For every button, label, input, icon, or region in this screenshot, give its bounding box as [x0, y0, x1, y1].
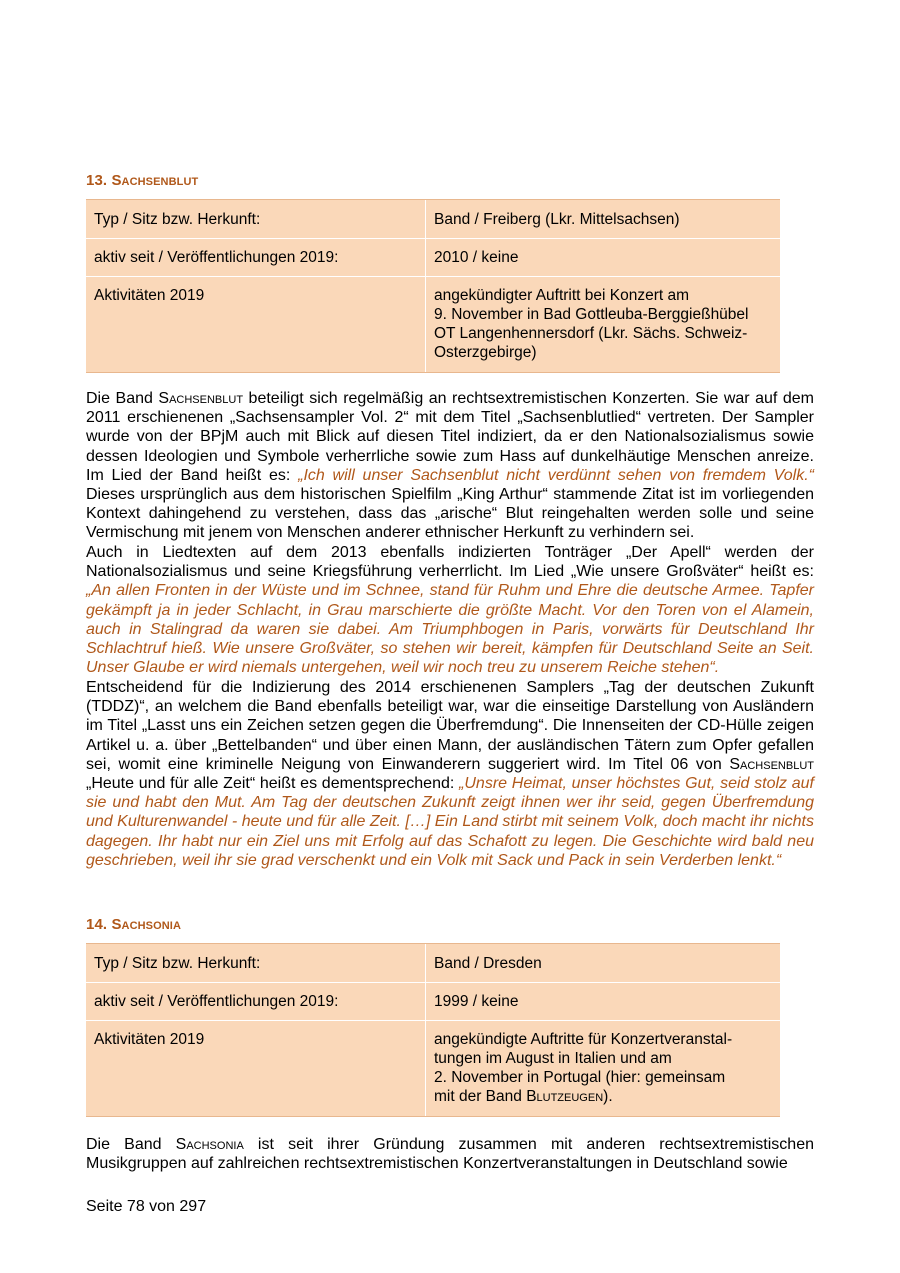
section-13-paragraph-2: [86, 543, 814, 677]
section-13-title: Sachsenblut: [111, 172, 199, 189]
table-row: [86, 277, 780, 372]
text: Dieses ursprünglich aus dem historischen Spielfilm „King Arthur“ stammende Zitat ist im vorliegenden Kontext dahingehend zu verstehen, dass das „arische“ Blut reingehalten werden solle und seine Vermischung mit jenem von Menschen anderer ethnischer Herkunft zu verhindern sei.: [86, 486, 814, 542]
text: mit der Band: [434, 1088, 527, 1105]
value-line: Osterzgebirge): [434, 344, 537, 361]
row-value: Band / Freiberg (Lkr. Mittelsachsen): [434, 211, 680, 228]
section-13-info-table: [86, 199, 780, 373]
value-line: angekündigte Auftritte für Konzertveranstal-: [434, 1031, 733, 1048]
section-14-info-table: [86, 943, 780, 1117]
lyric-quote: „An allen Fronten in der Wüste und im Schnee, stand für Ruhm und Ehre die deutsche Armee. Tapfer gekämpft ja in jeder Schlacht, in Grau marschierte die größte Macht. Vor den Toren von el Alamein, auch in Stalingrad da waren sie dabei. Am Triumphbogen in Paris, vorwärts für Deutschland Ihr Schlachtruf hieß. Wie unsere Großväter, so stehen wir bereit, kämpfen für Deutschland Seite an Seit. Unser Glaube er wird niemals untergehen, weil wir noch treu zu unserem Reiche stehen“.: [86, 582, 814, 677]
row-label: aktiv seit / Veröffentlichungen 2019:: [86, 983, 426, 1020]
row-label: Aktivitäten 2019: [86, 1021, 426, 1116]
row-label: Aktivitäten 2019: [86, 277, 426, 372]
section-14-paragraph-1: [86, 1135, 814, 1173]
row-value: 1999 / keine: [434, 993, 519, 1010]
lyric-quote: „Ich will unser Sachsenblut nicht verdünnt sehen von fremdem Volk.“: [298, 466, 814, 484]
text: Die Band: [86, 1136, 176, 1153]
text: ist seit ihrer Gründung zusammen mit anderen rechtsextremistischen Musikgruppen auf zahlreichen rechtsextremistischen Konzertveranstaltungen in Deutschland sowie: [86, 1136, 814, 1173]
value-line: 2. November in Portugal (hier: gemeinsam: [434, 1069, 726, 1086]
row-label: Typ / Sitz bzw. Herkunft:: [86, 944, 426, 982]
band-name: Sachsenblut: [158, 390, 244, 407]
text: Die Band: [86, 390, 159, 407]
row-label: Typ / Sitz bzw. Herkunft:: [86, 200, 426, 238]
value-line: [434, 1087, 772, 1106]
row-value: [426, 277, 780, 372]
section-14-number: 14.: [86, 916, 108, 933]
section-13-paragraph-3: [86, 678, 814, 870]
text: beteiligt sich regelmäßig an rechtsextremistischen Konzerten. Sie war auf dem 2011 erschienenen „Sachsensampler Vol. 2“ mit dem Titel „Sachsenblutlied“ vertreten. Der Sampler wurde von der BPjM auch mit Blick auf diesen Titel indiziert, da er den Nationalsozialismus sowie dessen Ideologien und Symbole verherrliche sowie zum Hass auf dunkelhäutige Menschen anreize. Im Lied der Band heißt es:: [86, 390, 814, 484]
text: Entscheidend für die Indizierung des 2014 erschienenen Samplers „Tag der deutschen Zukunft (TDDZ)“, an welchem die Band ebenfalls beteiligt war, war die einseitige Darstellung von Ausländern im Titel „Lasst uns ein Zeichen setzen gegen die Überfremdung“. Die Innenseiten der CD-Hülle zeigen Artikel u. a. über „Bettelbanden“ und über einen Mann, der ausländischen Tätern zum Opfer gefallen sei, womit eine kriminelle Neigung von Einwanderern suggeriert wird. Im Titel 06 von: [86, 679, 814, 773]
table-row: [86, 1021, 780, 1116]
section-13-number: 13.: [86, 172, 108, 189]
text: Auch in Liedtexten auf dem 2013 ebenfalls indizierten Tonträger „Der Apell“ werden der Nationalsozialismus und seine Kriegsführung verherrlicht. Im Lied „Wie unsere Großväter“ heißt es:: [86, 544, 814, 581]
section-13-paragraph-1: [86, 389, 814, 543]
table-row: [86, 944, 780, 983]
value-line: angekündigter Auftritt bei Konzert am: [434, 287, 690, 304]
row-value: Band / Dresden: [434, 955, 542, 972]
band-name: Blutzeugen: [526, 1088, 604, 1105]
lyric-quote: „Unsre Heimat, unser höchstes Gut, seid stolz auf sie und habt den Mut. Am Tag der deutschen Zukunft zeigt ihnen wer ihr seid, gegen Überfremdung und Kulturenwandel - heute und für alle Zeit. […] Ein Land stirbt mit seinem Volk, doch macht ihr nichts dagegen. Ihr habt nur ein Ziel uns mit Erfolg auf das Schafott zu legen. Die Geschichte wird bald neu geschrieben, weil ihr sie grad verschenkt und ein Volk mit Sack und Pack in sein Verderben lenkt.“: [86, 775, 814, 869]
row-label: aktiv seit / Veröffentlichungen 2019:: [86, 239, 426, 276]
band-name: Sachsenblut: [729, 755, 814, 773]
section-14-heading: [86, 916, 181, 933]
value-line: tungen im August in Italien und am: [434, 1050, 672, 1067]
text: „Heute und für alle Zeit“ heißt es dementsprechend:: [86, 775, 460, 793]
row-value: [426, 1021, 780, 1116]
table-row: [86, 200, 780, 239]
band-name: Sachsonia: [175, 1136, 244, 1153]
page-number: Seite 78 von 297: [86, 1198, 207, 1215]
row-value: 2010 / keine: [434, 249, 519, 266]
value-line: OT Langenhennersdorf (Lkr. Sächs. Schweiz-: [434, 325, 748, 342]
value-line: 9. November in Bad Gottleuba-Berggießhübel: [434, 306, 749, 323]
table-row: [86, 983, 780, 1021]
table-row: [86, 239, 780, 277]
text: ).: [603, 1088, 613, 1105]
section-14-title: Sachsonia: [111, 916, 182, 933]
section-13-heading: [86, 172, 198, 189]
